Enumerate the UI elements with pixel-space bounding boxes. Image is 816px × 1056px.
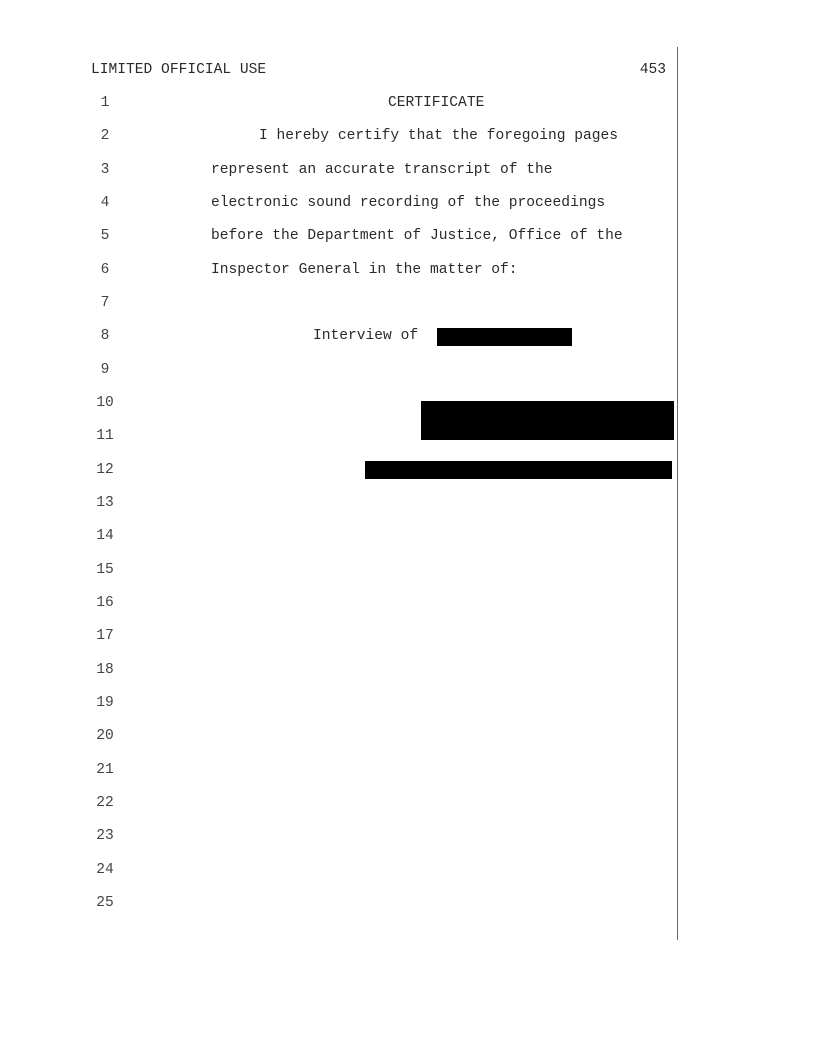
line-number: 21 <box>96 762 114 778</box>
classification-header: LIMITED OFFICIAL USE <box>91 62 267 78</box>
line-number: 11 <box>96 428 114 444</box>
interview-label: Interview of <box>313 328 419 344</box>
line-number: 13 <box>96 495 114 511</box>
line-number: 2 <box>100 128 110 144</box>
line-number: 5 <box>100 228 110 244</box>
line-number: 12 <box>96 462 114 478</box>
body-line-6: Inspector General in the matter of: <box>211 262 518 278</box>
redaction-box <box>421 401 674 440</box>
line-number: 7 <box>100 295 110 311</box>
line-number: 16 <box>96 595 114 611</box>
line-number: 22 <box>96 795 114 811</box>
line-number: 8 <box>100 328 110 344</box>
page-number: 453 <box>639 62 666 78</box>
line-number: 3 <box>100 162 110 178</box>
line-number: 10 <box>96 395 114 411</box>
line-number: 15 <box>96 562 114 578</box>
line-number: 4 <box>100 195 110 211</box>
line-number: 25 <box>96 895 114 911</box>
line-number: 23 <box>96 828 114 844</box>
line-number: 6 <box>100 262 110 278</box>
redaction-box <box>437 328 572 346</box>
body-line-2: I hereby certify that the foregoing pages <box>259 128 619 144</box>
line-number: 19 <box>96 695 114 711</box>
body-line-5: before the Department of Justice, Office of the <box>211 228 623 244</box>
line-number: 24 <box>96 862 114 878</box>
redaction-box <box>365 461 672 479</box>
line-number: 17 <box>96 628 114 644</box>
body-line-3: represent an accurate transcript of the <box>211 162 553 178</box>
line-number: 18 <box>96 662 114 678</box>
line-number: 20 <box>96 728 114 744</box>
right-margin-rule <box>677 47 678 940</box>
body-line-4: electronic sound recording of the proceedings <box>211 195 606 211</box>
line-number: 9 <box>100 362 110 378</box>
certificate-title: CERTIFICATE <box>388 95 485 111</box>
line-number: 14 <box>96 528 114 544</box>
line-number: 1 <box>100 95 110 111</box>
